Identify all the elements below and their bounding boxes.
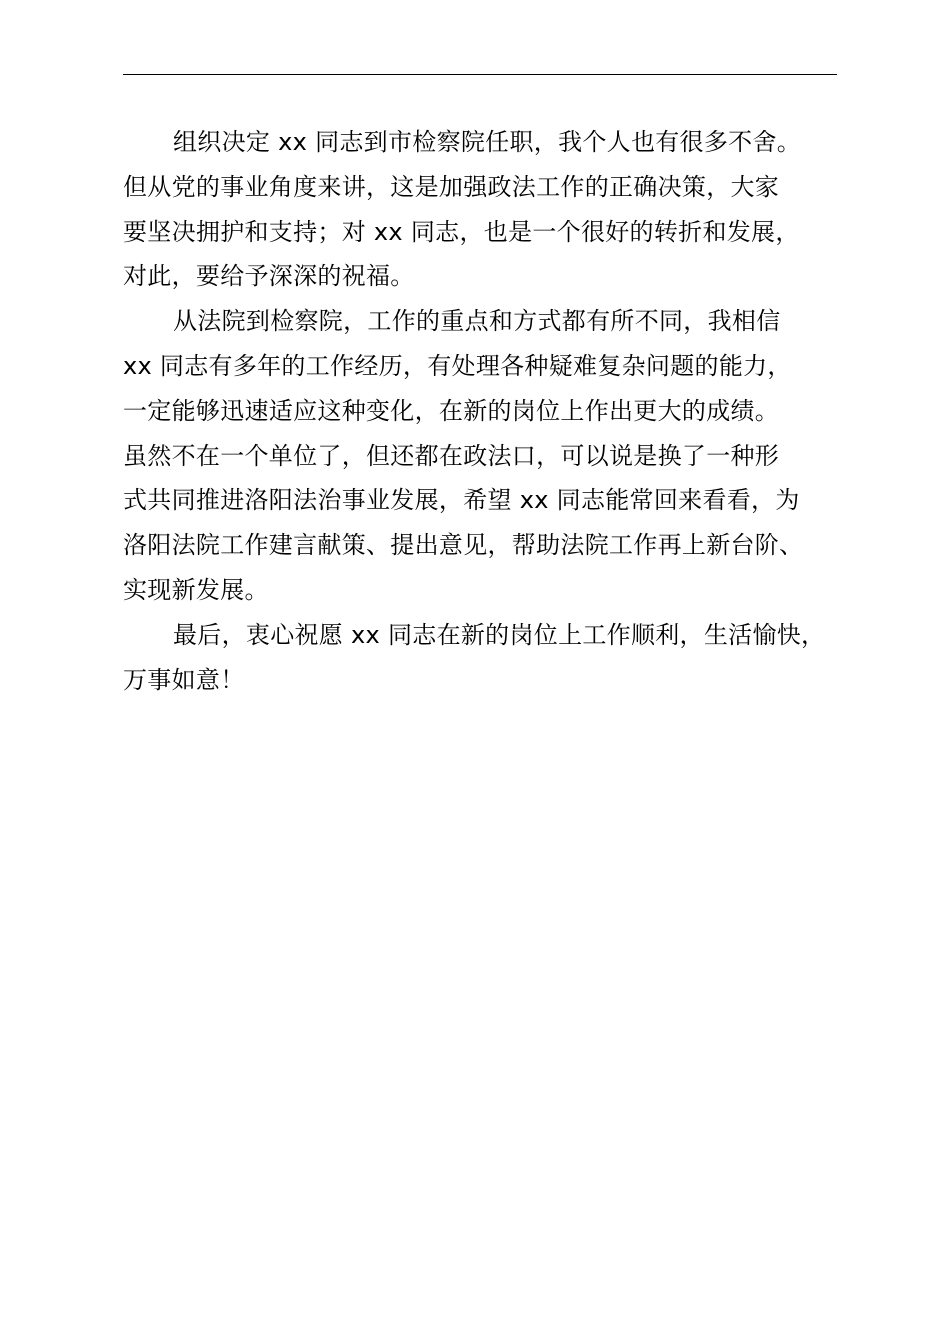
paragraph-3 <box>123 613 837 703</box>
paragraph-2 <box>123 299 837 613</box>
paragraph-line: 一定能够迅速适应这种变化，在新的岗位上作出更大的成绩。 <box>123 396 780 425</box>
paragraph-line: 对此，要给予深深的祝福。 <box>123 262 415 291</box>
paragraph-line: 式共同推进洛阳法治事业发展，希望 xx 同志能常回来看看，为 <box>123 486 800 515</box>
paragraph-line: 万事如意！ <box>123 665 245 694</box>
paragraph-line: xx 同志有多年的工作经历，有处理各种疑难复杂问题的能力， <box>123 351 792 380</box>
document-body <box>123 120 837 702</box>
paragraph-line: 虽然不在一个单位了，但还都在政法口，可以说是换了一种形 <box>123 441 780 470</box>
paragraph-1 <box>123 120 837 299</box>
paragraph-line: 最后，衷心祝愿 xx 同志在新的岗位上工作顺利，生活愉快， <box>173 620 826 649</box>
header-rule <box>123 74 837 75</box>
paragraph-line: 要坚决拥护和支持；对 xx 同志，也是一个很好的转折和发展， <box>123 217 800 246</box>
paragraph-line: 从法院到检察院，工作的重点和方式都有所不同，我相信 <box>173 307 781 336</box>
paragraph-line: 洛阳法院工作建言献策、提出意见，帮助法院工作再上新台阶、 <box>123 531 804 560</box>
paragraph-line: 组织决定 xx 同志到市检察院任职，我个人也有很多不舍。 <box>173 128 802 156</box>
paragraph-line: 实现新发展。 <box>123 575 269 604</box>
paragraph-line: 但从党的事业角度来讲，这是加强政法工作的正确决策，大家 <box>123 172 780 201</box>
